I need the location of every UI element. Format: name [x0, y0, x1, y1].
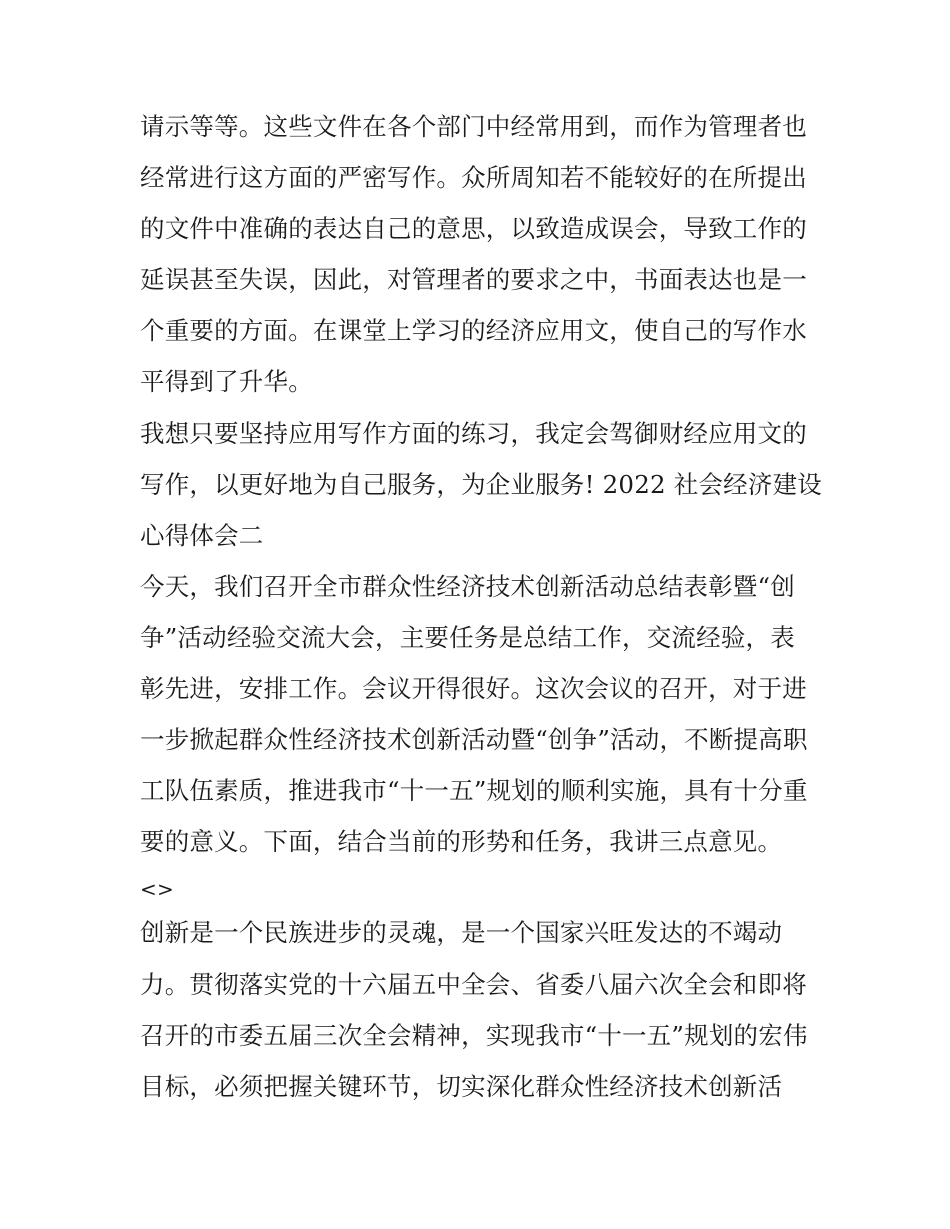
text-line: 目标，必须把握关键环节，切实深化群众性经济技术创新活 [140, 1071, 783, 1101]
text-line: 平得到了升华。 [140, 367, 313, 397]
text-line: 争”活动经验交流大会，主要任务是总结工作，交流经验，表 [140, 622, 795, 652]
text-line: 要的意义。下面，结合当前的形势和任务，我讲三点意见。 [140, 827, 783, 857]
text-line: 一步掀起群众性经济技术创新活动暨“创争”活动，不断提高职 [140, 725, 808, 755]
text-line: 经常进行这方面的严密写作。众所周知若不能较好的在所提出 [140, 163, 807, 193]
text-line: 请示等等。这些文件在各个部门中经常用到，而作为管理者也 [140, 112, 807, 141]
text-line: 召开的市委五届三次全会精神，实现我市“十一五”规划的宏伟 [140, 1020, 808, 1050]
text-line: 的文件中准确的表达自己的意思，以致造成误会，导致工作的 [140, 214, 807, 244]
text-line: 个重要的方面。在课堂上学习的经济应用文，使自己的写作水 [140, 316, 807, 346]
text-line: 我想只要坚持应用写作方面的练习，我定会驾御财经应用文的 [140, 418, 807, 448]
text-line: 彰先进，安排工作。会议开得很好。这次会议的召开，对于进 [140, 674, 807, 704]
text-line: 延误甚至失误，因此，对管理者的要求之中，书面表达也是一 [140, 265, 807, 295]
text-line: <> [140, 877, 174, 902]
document-body [140, 108, 830, 1119]
text-line: 力。贯彻落实党的十六届五中全会、省委八届六次全会和即将 [140, 969, 807, 999]
text-line: 今天，我们召开全市群众性经济技术创新活动总结表彰暨“创 [140, 571, 795, 601]
text-line: 写作，以更好地为自己服务，为企业服务! 2022 社会经济建设 [140, 469, 822, 499]
text-line: 心得体会二 [140, 520, 264, 550]
text-line: 创新是一个民族进步的灵魂，是一个国家兴旺发达的不竭动 [140, 918, 783, 948]
text-line: 工队伍素质，推进我市“十一五”规划的顺利实施，具有十分重 [140, 776, 808, 806]
